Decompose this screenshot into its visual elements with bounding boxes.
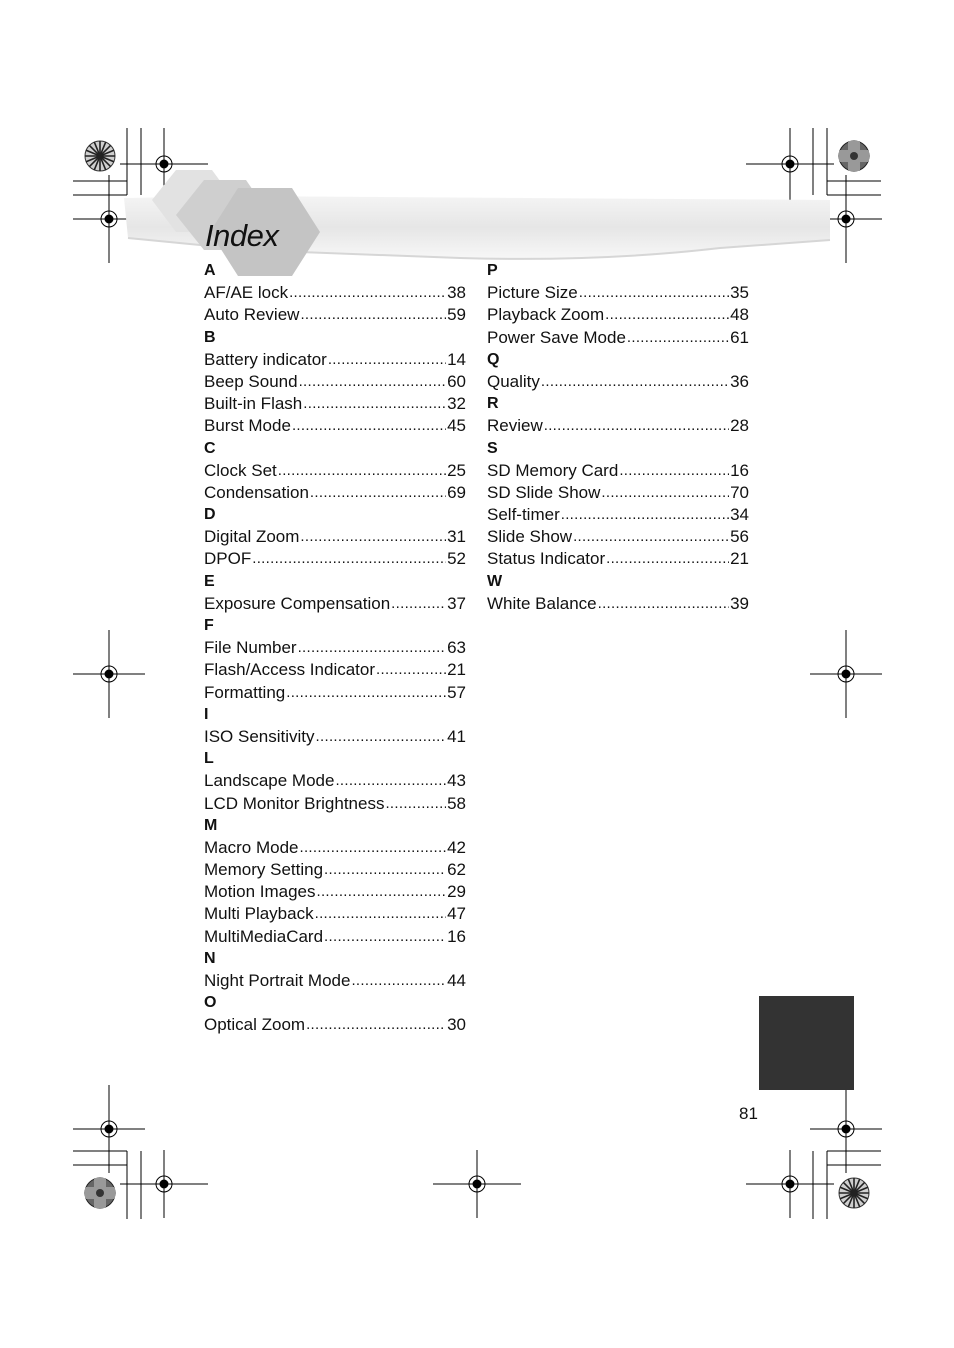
index-term: White Balance [487,593,597,613]
dot-leader [573,525,729,547]
index-term: Flash/Access Indicator [204,660,376,680]
index-entry [204,658,466,680]
index-entry [204,681,466,703]
index-entry [204,1013,466,1035]
index-entry [204,370,466,392]
index-page-number: 43 [447,771,466,791]
index-entry [204,592,466,614]
index-page-number: 47 [447,904,466,924]
index-entry [487,503,749,525]
index-entry [487,592,749,614]
index-page-number: 61 [730,327,749,347]
index-term: Self-timer [487,505,560,525]
index-letter-heading: S [487,439,498,457]
index-letter-heading: A [204,262,216,279]
index-letter-heading: R [487,395,499,413]
index-entry [204,969,466,991]
index-term: SD Slide Show [487,482,601,502]
index-page-number: 52 [447,549,466,569]
index-term: Night Portrait Mode [204,971,351,990]
index-page-number: 42 [447,837,466,857]
index-page-number: 60 [447,371,466,391]
index-term: File Number [204,638,297,658]
dot-leader [300,525,446,547]
index-page-number: 58 [447,793,466,813]
dot-leader [385,792,446,814]
index-page-number: 45 [447,416,466,436]
index-page-number: 44 [447,971,466,990]
index-entry [204,792,466,814]
index-page-number: 41 [447,726,466,746]
page-title: Index [205,218,279,253]
index-term: Exposure Compensation [204,593,391,613]
dot-leader [317,880,447,902]
chapter-tab [759,996,854,1090]
dot-leader [286,681,446,703]
index-term: Clock Set [204,460,277,480]
index-letter-heading: F [204,617,214,634]
index-page-number: 29 [447,882,466,902]
index-term: Optical Zoom [204,1015,306,1035]
index-page-number: 21 [447,660,466,680]
index-term: DPOF [204,549,252,569]
index-letter-heading: O [204,994,217,1012]
index-page-number: 31 [447,527,466,547]
dot-leader [606,547,729,569]
index-entry [487,303,749,325]
index-page-number: 39 [730,593,749,613]
index-page-number: 59 [447,305,466,325]
index-letter-heading: Q [487,350,500,368]
index-entry [487,281,749,303]
index-term: Macro Mode [204,837,299,857]
index-term: ISO Sensitivity [204,726,315,746]
index-term: MultiMediaCard [204,926,324,946]
index-page-number: 32 [447,394,466,414]
dot-leader [376,658,446,680]
index-letter-heading: M [204,816,218,834]
dot-leader [315,902,446,924]
dot-leader [328,348,446,370]
index-letter-heading: I [204,705,209,723]
dot-leader [316,725,447,747]
index-term: Review [487,416,543,436]
index-term: Battery indicator [204,349,327,369]
index-term: Multi Playback [204,904,314,924]
index-page-number: 38 [447,283,466,303]
index-entry [487,370,749,392]
index-entry [204,348,466,370]
index-page-number: 35 [730,283,749,303]
dot-leader [619,459,729,481]
dot-leader [561,503,729,525]
index-page-number: 34 [730,505,749,525]
dot-leader [541,370,729,392]
index-term: Built-in Flash [204,394,303,414]
index-entry [204,303,466,325]
index-entry [204,392,466,414]
dot-leader [601,481,729,503]
index-column-left [204,259,466,1036]
index-page-number: 28 [730,416,749,436]
index-page-number: 63 [447,638,466,658]
dot-leader [306,1013,446,1035]
index-page-number: 30 [447,1015,466,1035]
index-page-number: 62 [447,860,466,880]
index-term: Quality [487,371,540,391]
header-banner [0,0,954,300]
dot-leader [289,281,446,303]
index-page-number: 70 [730,482,749,502]
index-term: Slide Show [487,527,573,547]
index-letter-heading: N [204,949,216,967]
index-entry [204,547,466,569]
dot-leader [310,481,446,503]
index-term: Condensation [204,482,309,502]
index-page-number: 37 [447,593,466,613]
index-entry [204,858,466,880]
index-term: Power Save Mode [487,327,626,347]
index-entry [487,525,749,547]
dot-leader [544,414,729,436]
index-entry [204,836,466,858]
index-letter-heading: L [204,750,214,768]
index-entry [204,414,466,436]
index-term: Formatting [204,682,286,702]
dot-leader [292,414,446,436]
index-page-number: 36 [730,371,749,391]
index-term: LCD Monitor Brightness [204,793,385,813]
index-letter-heading: P [487,262,498,279]
dot-leader [324,925,446,947]
index-term: Beep Sound [204,371,298,391]
index-entry [487,547,749,569]
page-number: 81 [739,1104,758,1123]
index-entry [487,459,749,481]
dot-leader [252,547,446,569]
index-entry [204,769,466,791]
index-term: AF/AE lock [204,283,289,303]
index-page-number: 56 [730,527,749,547]
index-entry [204,636,466,658]
index-term: Digital Zoom [204,527,300,547]
index-letter-heading: W [487,572,503,590]
index-page-number: 57 [447,682,466,702]
index-page-number: 25 [447,460,466,480]
index-term: Playback Zoom [487,305,605,325]
index-entry [204,902,466,924]
index-letter-heading: C [204,439,216,457]
index-page-number: 48 [730,305,749,325]
index-page-number: 14 [447,349,466,369]
index-term: Auto Review [204,305,300,325]
index-page-number: 21 [730,549,749,569]
dot-leader [299,836,446,858]
dot-leader [278,459,446,481]
index-page-number: 16 [447,926,466,946]
index-page-number: 69 [447,482,466,502]
dot-leader [579,281,729,303]
index-entry [204,481,466,503]
index-term: Picture Size [487,283,578,303]
index-entry [487,414,749,436]
dot-leader [627,326,729,348]
index-entry [487,481,749,503]
index-term: Motion Images [204,882,316,902]
dot-leader [298,636,446,658]
dot-leader [300,303,446,325]
dot-leader [598,592,729,614]
dot-leader [335,769,446,791]
index-term: Memory Setting [204,860,324,880]
dot-leader [324,858,446,880]
index-page-number: 16 [730,460,749,480]
index-entry [204,725,466,747]
index-entry [204,459,466,481]
dot-leader [605,303,729,325]
index-entry [487,326,749,348]
index-term: Burst Mode [204,416,291,436]
index-entry [204,880,466,902]
index-term: Status Indicator [487,549,606,569]
index-entry [204,281,466,303]
index-term: Landscape Mode [204,771,335,791]
index-entry [204,525,466,547]
index-term: SD Memory Card [487,460,619,480]
index-column-right [487,259,749,614]
dot-leader [303,392,446,414]
dot-leader [351,969,446,991]
index-letter-heading: E [204,572,215,590]
dot-leader [299,370,446,392]
dot-leader [391,592,446,614]
index-letter-heading: B [204,328,216,346]
index-letter-heading: D [204,506,216,524]
index-entry [204,925,466,947]
